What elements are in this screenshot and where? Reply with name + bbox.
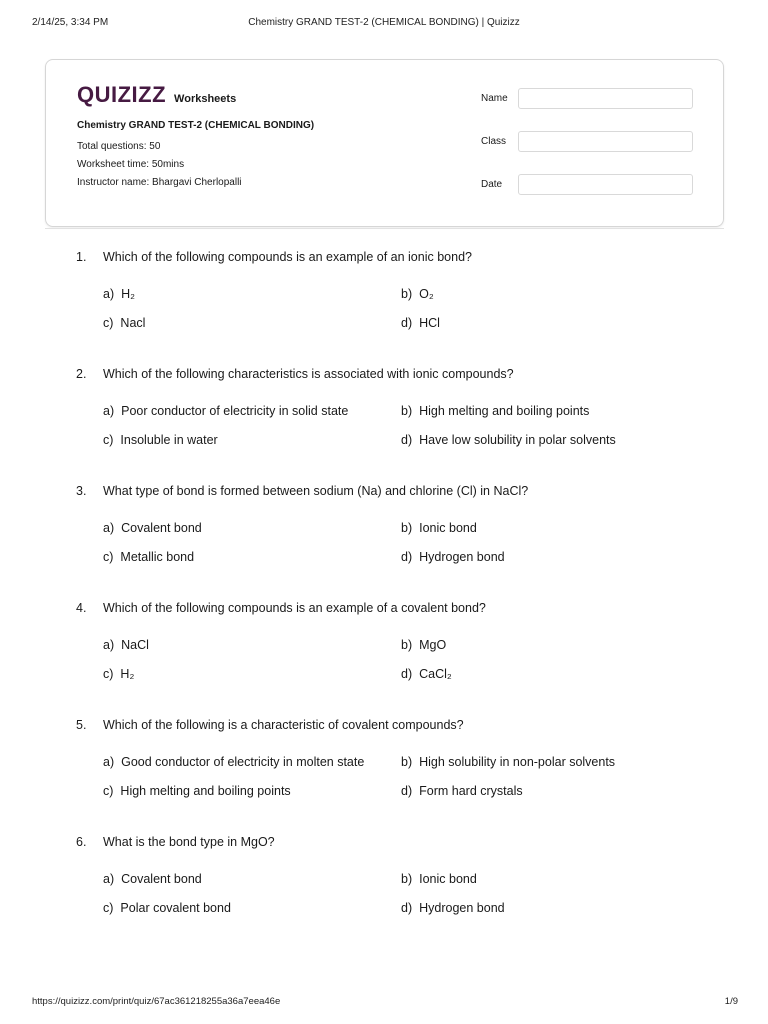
option-letter: d) [401,784,413,798]
option-text: Ionic bond [419,872,477,886]
option-a [103,404,348,418]
option-text: Hydrogen bond [419,901,505,915]
option-letter: d) [401,667,413,681]
date-label: Date [481,179,503,190]
quiz-title: Chemistry GRAND TEST-2 (CHEMICAL BONDING) [77,120,315,131]
header-divider [45,228,724,229]
question-text: Which of the following is a characteristic of covalent compounds? [103,718,464,732]
option-text: Hydrogen bond [419,550,505,564]
name-field[interactable] [518,88,693,109]
option-letter: d) [401,433,413,447]
print-page-title: Chemistry GRAND TEST-2 (CHEMICAL BONDING) | Quizizz [248,17,520,28]
option-d [401,316,440,330]
option-text: Ionic bond [419,521,477,535]
option-d [401,433,616,447]
class-label: Class [481,136,507,147]
option-grid [76,755,696,800]
option-letter: c) [103,550,114,564]
option-b [401,872,477,886]
option-grid [76,287,696,332]
quizizz-logo: QUIZIZZ [77,82,167,107]
option-a [103,872,202,886]
question-number: 2. [76,367,87,381]
option-letter: b) [401,287,413,301]
option-grid [76,638,696,683]
option-a [103,638,149,652]
option-grid [76,404,696,449]
option-letter: c) [103,667,114,681]
option-letter: d) [401,901,413,915]
option-grid [76,521,696,566]
option-a [103,755,364,769]
option-text: Have low solubility in polar solvents [419,433,616,447]
option-letter: b) [401,872,413,886]
option-letter: b) [401,404,413,418]
question-number: 4. [76,601,87,615]
option-text: Form hard crystals [419,784,523,798]
question-item [76,718,696,800]
print-datetime: 2/14/25, 3:34 PM [32,17,109,28]
worksheet-header-card [45,59,724,227]
option-text: O₂ [419,287,434,301]
option-letter: a) [103,755,115,769]
question-text: Which of the following characteristics is associated with ionic compounds? [103,367,514,381]
option-letter: d) [401,550,413,564]
option-b [401,638,446,652]
page-number: 1/9 [724,996,738,1007]
option-d [401,784,523,798]
option-letter: a) [103,638,115,652]
option-text: Nacl [120,316,146,330]
option-d [401,667,452,681]
option-b [401,404,589,418]
print-header [32,17,736,31]
option-c [103,667,134,681]
option-letter: c) [103,316,114,330]
option-letter: a) [103,872,115,886]
option-text: Good conductor of electricity in molten state [121,755,365,769]
option-letter: b) [401,755,413,769]
instructor-name: Instructor name: Bhargavi Cherlopalli [77,177,242,188]
class-field[interactable] [518,131,693,152]
brand-suffix: Worksheets [174,93,237,105]
option-grid [76,872,696,917]
page-url: https://quizizz.com/print/quiz/67ac361218255a36a7eea46e [32,996,281,1007]
question-item [76,250,696,332]
option-letter: d) [401,316,413,330]
date-field[interactable] [518,174,693,195]
option-b [401,755,615,769]
question-text: Which of the following compounds is an example of an ionic bond? [103,250,472,264]
option-a [103,287,135,301]
option-text: H₂ [120,667,135,681]
option-letter: a) [103,404,115,418]
option-text: Insoluble in water [120,433,218,447]
brand [77,82,236,108]
total-questions: Total questions: 50 [77,141,161,152]
option-text: Covalent bond [121,521,202,535]
option-a [103,521,202,535]
option-text: Polar covalent bond [120,901,231,915]
question-item [76,367,696,449]
option-c [103,433,218,447]
option-text: Covalent bond [121,872,202,886]
option-text: MgO [419,638,447,652]
question-text: What is the bond type in MgO? [103,835,275,849]
option-letter: a) [103,287,115,301]
option-text: High solubility in non-polar solvents [419,755,616,769]
question-item [76,601,696,683]
option-text: CaCl₂ [419,667,452,681]
question-number: 3. [76,484,87,498]
option-c [103,784,291,798]
question-item [76,484,696,566]
question-text: What type of bond is formed between sodium (Na) and chlorine (Cl) in NaCl? [103,484,529,498]
option-b [401,287,434,301]
question-number: 5. [76,718,87,732]
question-text: Which of the following compounds is an example of a covalent bond? [103,601,486,615]
option-c [103,316,145,330]
worksheet-time: Worksheet time: 50mins [77,159,185,170]
option-text: NaCl [121,638,149,652]
option-letter: c) [103,433,114,447]
quiz-info [77,119,327,192]
option-letter: b) [401,638,413,652]
option-c [103,550,194,564]
name-label: Name [481,93,508,104]
option-letter: b) [401,521,413,535]
option-text: Poor conductor of electricity in solid state [121,404,349,418]
option-text: High melting and boiling points [120,784,291,798]
question-number: 1. [76,250,87,264]
option-d [401,550,505,564]
option-c [103,901,231,915]
option-d [401,901,505,915]
question-item [76,835,696,917]
option-letter: a) [103,521,115,535]
option-text: H₂ [121,287,136,301]
option-text: High melting and boiling points [419,404,590,418]
option-text: HCl [419,316,440,330]
question-number: 6. [76,835,87,849]
option-b [401,521,477,535]
option-letter: c) [103,784,114,798]
option-text: Metallic bond [120,550,195,564]
option-letter: c) [103,901,114,915]
